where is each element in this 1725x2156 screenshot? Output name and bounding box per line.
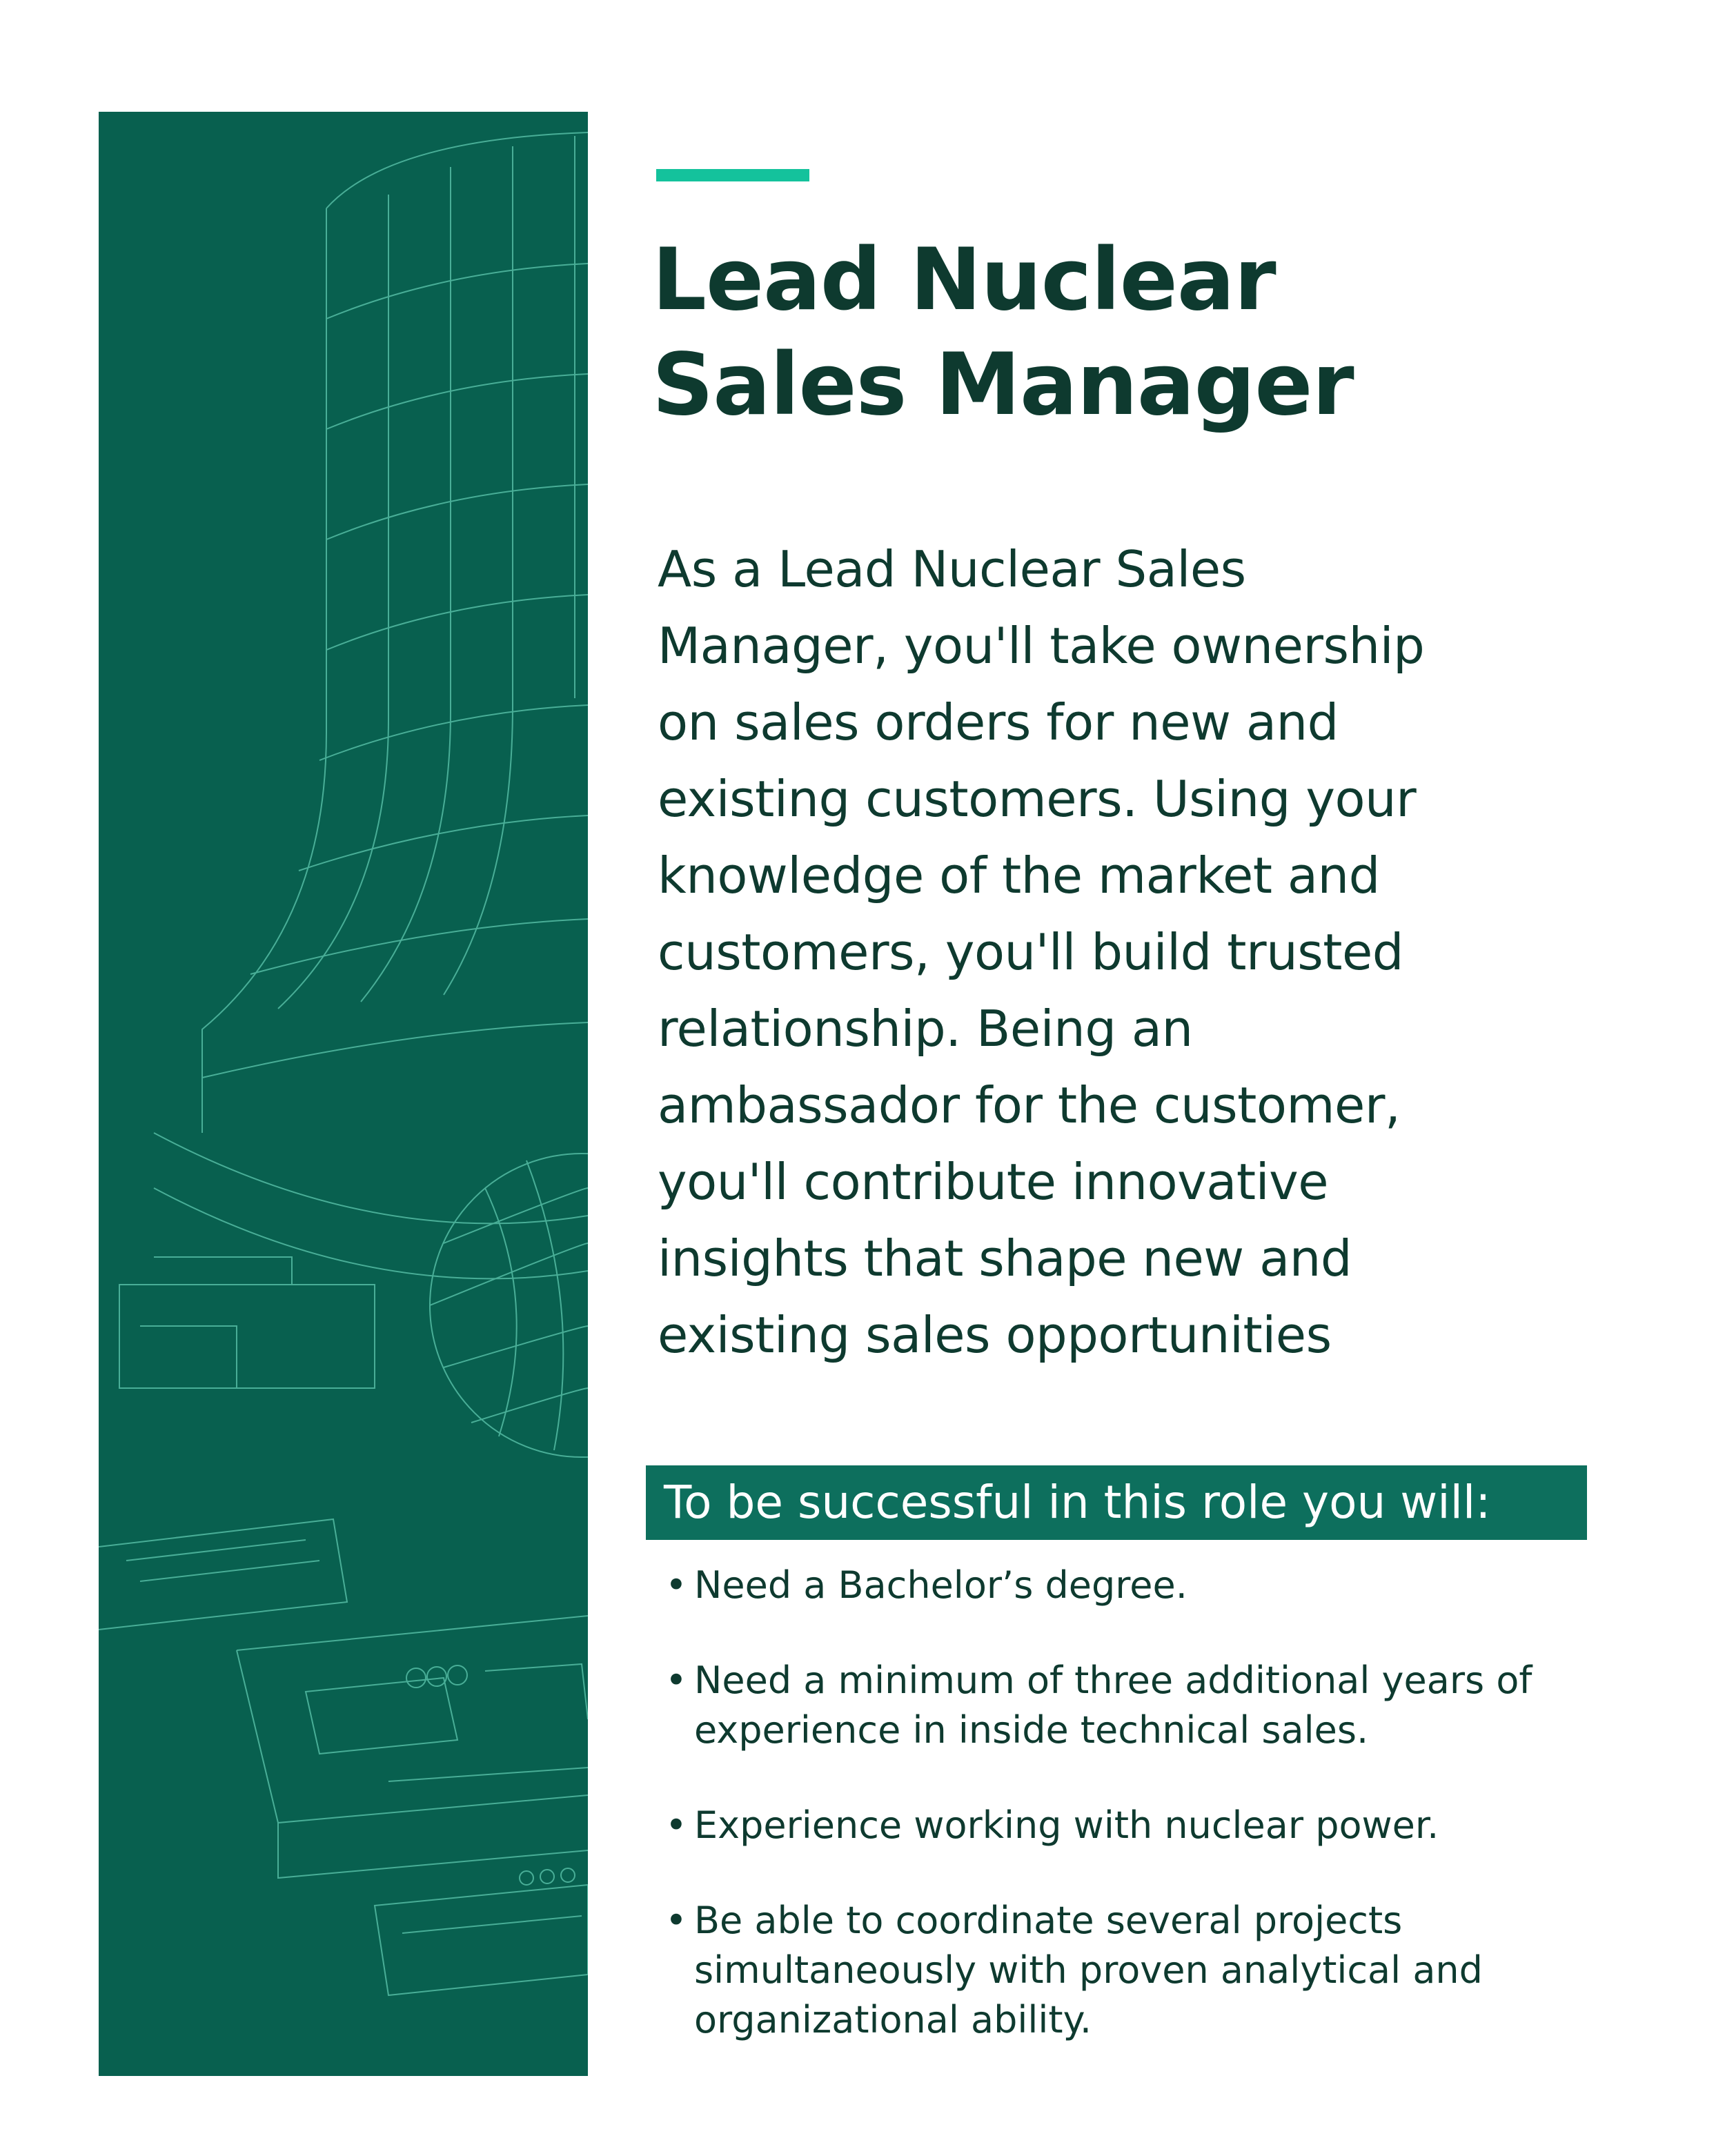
intro-line: relationship. Being an (658, 1000, 1193, 1058)
intro-line: As a Lead Nuclear Sales (658, 540, 1246, 598)
bullet-icon: • (665, 1659, 687, 1702)
list-item (662, 1801, 1642, 1850)
title-line: Lead Nuclear (652, 230, 1276, 330)
intro-line: insights that shape new and (658, 1229, 1352, 1287)
requirements-list (662, 1561, 1642, 2090)
intro-line: knowledge of the market and (658, 847, 1380, 904)
intro-line: Manager, you'll take ownership (658, 617, 1425, 675)
bullet-icon: • (665, 1563, 687, 1607)
side-image-panel (99, 112, 588, 2076)
bullet-icon: • (665, 1803, 687, 1847)
list-item-text: experience in inside technical sales. (694, 1708, 1369, 1752)
list-item (662, 1896, 1642, 2045)
list-item-text: Need a Bachelor’s degree. (694, 1563, 1187, 1607)
intro-line: ambassador for the customer, (658, 1076, 1401, 1134)
intro-line: you'll contribute innovative (658, 1153, 1329, 1211)
list-item (662, 1656, 1642, 1755)
title-line: Sales Manager (652, 335, 1354, 435)
nuclear-plant-wireframe-icon (99, 112, 588, 2076)
intro-line: existing customers. Using your (658, 770, 1417, 828)
list-item-text: Experience working with nuclear power. (694, 1803, 1439, 1847)
requirements-heading: To be successful in this role you will: (646, 1465, 1587, 1540)
title-accent-line (656, 169, 809, 181)
intro-line: on sales orders for new and (658, 693, 1339, 751)
bullet-icon: • (665, 1899, 687, 1942)
intro-line: existing sales opportunities (658, 1306, 1332, 1364)
list-item-text: Need a minimum of three additional years of (694, 1659, 1532, 1702)
intro-paragraph (658, 531, 1596, 1374)
list-item (662, 1561, 1642, 1610)
list-item-text: simultaneously with proven analytical and (694, 1948, 1483, 1992)
list-item-text: organizational ability. (694, 1998, 1092, 2041)
page-title (652, 228, 1618, 437)
list-item-text: Be able to coordinate several projects (694, 1899, 1403, 1942)
intro-line: customers, you'll build trusted (658, 923, 1403, 981)
